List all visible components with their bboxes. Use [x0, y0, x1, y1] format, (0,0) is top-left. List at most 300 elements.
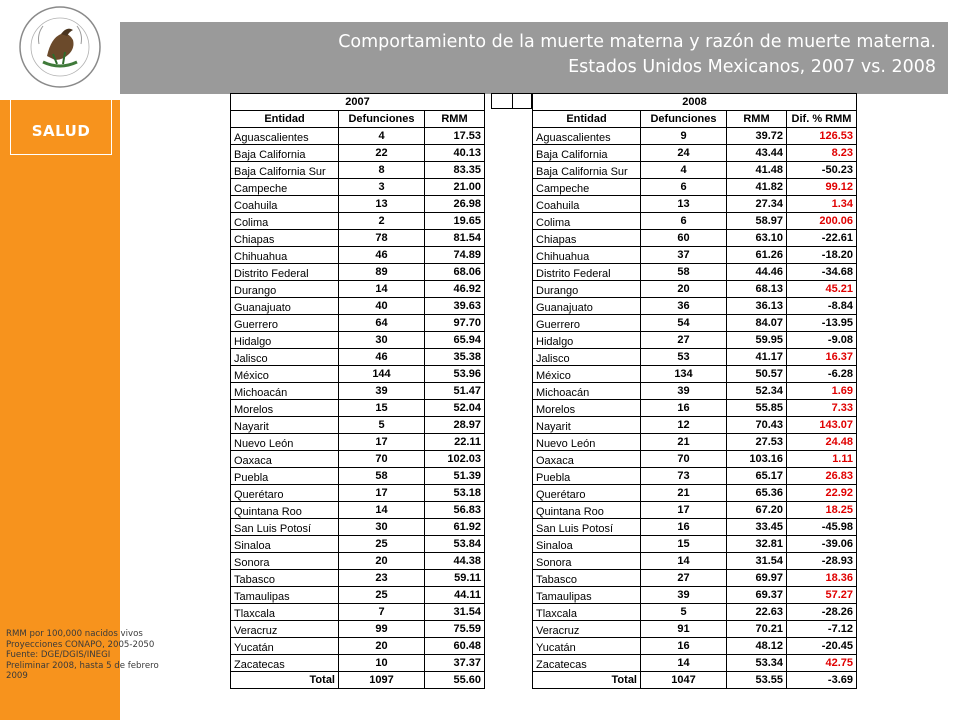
table-cell: 30	[339, 332, 425, 349]
table-cell: Puebla	[533, 468, 641, 485]
table-row	[231, 485, 485, 502]
table-cell: Total	[533, 672, 641, 689]
column-header: RMM	[425, 111, 485, 128]
table-cell: 14	[641, 655, 727, 672]
table-cell: 53.84	[425, 536, 485, 553]
table-cell: 40.13	[425, 145, 485, 162]
table-cell: 46	[339, 349, 425, 366]
table-cell: Yucatán	[231, 638, 339, 655]
column-header: Dif. % RMM	[787, 111, 857, 128]
table-cell: 81.54	[425, 230, 485, 247]
table-cell: 58.97	[727, 213, 787, 230]
table-cell: 60.48	[425, 638, 485, 655]
table-cell: -22.61	[787, 230, 857, 247]
table-cell: Morelos	[533, 400, 641, 417]
table-row	[231, 128, 485, 145]
table-cell: 5	[641, 604, 727, 621]
table-row	[231, 621, 485, 638]
table-2007	[230, 93, 485, 689]
table-row	[533, 638, 857, 655]
table-cell: 57.27	[787, 587, 857, 604]
table-cell: 143.07	[787, 417, 857, 434]
table-row	[231, 145, 485, 162]
table-row	[231, 349, 485, 366]
total-row	[231, 672, 485, 689]
table-row	[231, 604, 485, 621]
table-cell: 59.95	[727, 332, 787, 349]
table-row	[533, 366, 857, 383]
table-row	[533, 519, 857, 536]
table-cell: 51.47	[425, 383, 485, 400]
table-row	[231, 332, 485, 349]
table-cell: Querétaro	[533, 485, 641, 502]
table-cell: 73	[641, 468, 727, 485]
table-row	[231, 468, 485, 485]
table-cell: 35.38	[425, 349, 485, 366]
table-cell: 36.13	[727, 298, 787, 315]
table-cell: 4	[641, 162, 727, 179]
table-row	[533, 145, 857, 162]
table-cell: Yucatán	[533, 638, 641, 655]
table-cell: 24	[641, 145, 727, 162]
table-cell: 6	[641, 179, 727, 196]
table-row	[231, 281, 485, 298]
table-cell: Sinaloa	[533, 536, 641, 553]
column-header: Defunciones	[339, 111, 425, 128]
table-row	[533, 298, 857, 315]
table-cell: 39.63	[425, 298, 485, 315]
table-cell: Durango	[231, 281, 339, 298]
table-row	[231, 638, 485, 655]
table-cell: Aguascalientes	[231, 128, 339, 145]
table-row	[231, 451, 485, 468]
table-cell: 41.82	[727, 179, 787, 196]
table-cell: 55.85	[727, 400, 787, 417]
table-row	[231, 417, 485, 434]
table-cell: 63.10	[727, 230, 787, 247]
table-cell: 39	[641, 587, 727, 604]
table-cell: 74.89	[425, 247, 485, 264]
table-row	[231, 264, 485, 281]
table-cell: 1.69	[787, 383, 857, 400]
table-cell: 15	[641, 536, 727, 553]
table-cell: 18.25	[787, 502, 857, 519]
table-cell: Durango	[533, 281, 641, 298]
table-cell: Chiapas	[231, 230, 339, 247]
table-cell: 37.37	[425, 655, 485, 672]
table-row	[533, 621, 857, 638]
table-cell: Guanajuato	[231, 298, 339, 315]
table-cell: 33.45	[727, 519, 787, 536]
table-cell: 97.70	[425, 315, 485, 332]
table-cell: Tabasco	[533, 570, 641, 587]
salud-label: SALUD	[31, 122, 91, 140]
table-cell: -13.95	[787, 315, 857, 332]
table-cell: Guanajuato	[533, 298, 641, 315]
table-cell: 58	[641, 264, 727, 281]
table-cell: 1097	[339, 672, 425, 689]
table-cell: 23	[339, 570, 425, 587]
table-cell: 8	[339, 162, 425, 179]
table-cell: -34.68	[787, 264, 857, 281]
table-row	[533, 162, 857, 179]
table-cell: Hidalgo	[231, 332, 339, 349]
table-cell: Tlaxcala	[533, 604, 641, 621]
table-cell: Puebla	[231, 468, 339, 485]
table-cell: 46.92	[425, 281, 485, 298]
table-cell: -39.06	[787, 536, 857, 553]
table-cell: 37	[641, 247, 727, 264]
table-cell: 70	[641, 451, 727, 468]
table-row	[533, 213, 857, 230]
spacer-cell	[512, 93, 532, 109]
footnote: Proyecciones CONAPO, 2005-2050	[6, 639, 155, 650]
table-cell: -28.93	[787, 553, 857, 570]
table-cell: 200.06	[787, 213, 857, 230]
table-cell: 56.83	[425, 502, 485, 519]
table-cell: Guerrero	[533, 315, 641, 332]
table-cell: 44.46	[727, 264, 787, 281]
table-cell: 103.16	[727, 451, 787, 468]
table-cell: 39	[641, 383, 727, 400]
table-row	[533, 417, 857, 434]
table-cell: Distrito Federal	[533, 264, 641, 281]
footnote: 2009	[6, 671, 28, 682]
footnote: RMM por 100,000 nacidos vivos	[6, 629, 143, 639]
table-row	[231, 655, 485, 672]
table-cell: 53.55	[727, 672, 787, 689]
table-row	[533, 230, 857, 247]
table-row	[231, 502, 485, 519]
table-cell: 65.94	[425, 332, 485, 349]
table-cell: 99	[339, 621, 425, 638]
table-cell: 58	[339, 468, 425, 485]
table-cell: 89	[339, 264, 425, 281]
table-cell: Querétaro	[231, 485, 339, 502]
table-cell: 52.04	[425, 400, 485, 417]
table-row	[533, 349, 857, 366]
footnotes	[6, 629, 186, 682]
table-row	[533, 502, 857, 519]
table-row	[533, 553, 857, 570]
table-row	[231, 298, 485, 315]
table-cell: 126.53	[787, 128, 857, 145]
table-cell: Quintana Roo	[533, 502, 641, 519]
table-cell: Sinaloa	[231, 536, 339, 553]
table-cell: 1047	[641, 672, 727, 689]
table-cell: 22.63	[727, 604, 787, 621]
table-cell: 26.83	[787, 468, 857, 485]
table-cell: 60	[641, 230, 727, 247]
table-cell: 54	[641, 315, 727, 332]
table-cell: 65.36	[727, 485, 787, 502]
table-cell: 16	[641, 519, 727, 536]
table-row	[533, 179, 857, 196]
table-cell: 22	[339, 145, 425, 162]
table-cell: Guerrero	[231, 315, 339, 332]
table-cell: 17	[339, 434, 425, 451]
table-cell: 4	[339, 128, 425, 145]
table-cell: Chihuahua	[533, 247, 641, 264]
table-cell: 39	[339, 383, 425, 400]
table-cell: 24.48	[787, 434, 857, 451]
table-row	[231, 383, 485, 400]
table-cell: 2	[339, 213, 425, 230]
table-cell: Distrito Federal	[231, 264, 339, 281]
table-row	[533, 570, 857, 587]
table-2008	[532, 93, 857, 689]
table-cell: 3	[339, 179, 425, 196]
table-cell: 68.13	[727, 281, 787, 298]
table-row	[533, 587, 857, 604]
table-cell: 17	[641, 502, 727, 519]
table-row	[533, 247, 857, 264]
table-cell: Veracruz	[231, 621, 339, 638]
table-cell: México	[231, 366, 339, 383]
footnote: Preliminar 2008, hasta 5 de febrero	[6, 660, 159, 671]
table-cell: -28.26	[787, 604, 857, 621]
table-cell: 16.37	[787, 349, 857, 366]
table-row	[231, 400, 485, 417]
table-cell: 20	[339, 553, 425, 570]
table-cell: 15	[339, 400, 425, 417]
table-cell: 43.44	[727, 145, 787, 162]
table-row	[231, 519, 485, 536]
table-cell: 13	[339, 196, 425, 213]
table-row	[231, 570, 485, 587]
table-cell: 46	[339, 247, 425, 264]
table-cell: 8.23	[787, 145, 857, 162]
table-row	[231, 553, 485, 570]
table-cell: -3.69	[787, 672, 857, 689]
table-cell: 14	[339, 281, 425, 298]
table-cell: 144	[339, 366, 425, 383]
table-cell: Quintana Roo	[231, 502, 339, 519]
table-gap	[491, 93, 531, 109]
table-cell: 13	[641, 196, 727, 213]
table-cell: 75.59	[425, 621, 485, 638]
table-cell: 30	[339, 519, 425, 536]
table-cell: 28.97	[425, 417, 485, 434]
national-seal-icon	[17, 4, 103, 90]
table-cell: 22.11	[425, 434, 485, 451]
table-cell: San Luis Potosí	[533, 519, 641, 536]
table-cell: 21	[641, 434, 727, 451]
table-cell: 70	[339, 451, 425, 468]
table-cell: Michoacán	[533, 383, 641, 400]
table-cell: Jalisco	[533, 349, 641, 366]
table-cell: -6.28	[787, 366, 857, 383]
table-cell: 19.65	[425, 213, 485, 230]
table-cell: Baja California Sur	[533, 162, 641, 179]
table-cell: 53.96	[425, 366, 485, 383]
table-cell: 18.36	[787, 570, 857, 587]
table-row	[533, 655, 857, 672]
table-cell: Morelos	[231, 400, 339, 417]
table-cell: 61.92	[425, 519, 485, 536]
table-cell: 59.11	[425, 570, 485, 587]
table-row	[533, 536, 857, 553]
table-row	[533, 281, 857, 298]
table-cell: Nuevo León	[231, 434, 339, 451]
table-cell: Tamaulipas	[231, 587, 339, 604]
year-header-2007: 2007	[231, 94, 485, 111]
table-cell: Nayarit	[533, 417, 641, 434]
table-cell: Campeche	[231, 179, 339, 196]
table-cell: Nayarit	[231, 417, 339, 434]
table-cell: Tlaxcala	[231, 604, 339, 621]
table-row	[533, 128, 857, 145]
table-cell: 53.18	[425, 485, 485, 502]
table-cell: 99.12	[787, 179, 857, 196]
table-cell: 31.54	[425, 604, 485, 621]
table-row	[231, 315, 485, 332]
table-cell: 27.34	[727, 196, 787, 213]
table-cell: Campeche	[533, 179, 641, 196]
table-cell: Zacatecas	[533, 655, 641, 672]
table-cell: 31.54	[727, 553, 787, 570]
total-row	[533, 672, 857, 689]
table-cell: 25	[339, 536, 425, 553]
footnote: Fuente: DGE/DGIS/INEGI	[6, 650, 111, 661]
table-cell: Zacatecas	[231, 655, 339, 672]
table-cell: 65.17	[727, 468, 787, 485]
table-row	[231, 587, 485, 604]
table-cell: Jalisco	[231, 349, 339, 366]
table-cell: 1.34	[787, 196, 857, 213]
table-row	[533, 264, 857, 281]
table-cell: 69.97	[727, 570, 787, 587]
table-cell: 84.07	[727, 315, 787, 332]
table-cell: 9	[641, 128, 727, 145]
table-cell: 20	[339, 638, 425, 655]
table-cell: 53.34	[727, 655, 787, 672]
table-cell: 45.21	[787, 281, 857, 298]
table-cell: Veracruz	[533, 621, 641, 638]
table-row	[533, 468, 857, 485]
table-row	[533, 485, 857, 502]
table-cell: -9.08	[787, 332, 857, 349]
table-cell: Michoacán	[231, 383, 339, 400]
table-cell: -50.23	[787, 162, 857, 179]
table-cell: 21.00	[425, 179, 485, 196]
column-header: Entidad	[231, 111, 339, 128]
table-cell: 16	[641, 638, 727, 655]
table-cell: Aguascalientes	[533, 128, 641, 145]
table-cell: -20.45	[787, 638, 857, 655]
table-cell: 70.21	[727, 621, 787, 638]
table-row	[533, 451, 857, 468]
table-cell: Tabasco	[231, 570, 339, 587]
table-cell: 14	[641, 553, 727, 570]
table-cell: Colima	[231, 213, 339, 230]
table-cell: 12	[641, 417, 727, 434]
table-cell: 53	[641, 349, 727, 366]
table-cell: 67.20	[727, 502, 787, 519]
table-cell: 42.75	[787, 655, 857, 672]
table-cell: 64	[339, 315, 425, 332]
table-cell: Nuevo León	[533, 434, 641, 451]
table-cell: 102.03	[425, 451, 485, 468]
table-cell: 55.60	[425, 672, 485, 689]
table-cell: Baja California	[231, 145, 339, 162]
table-cell: 16	[641, 400, 727, 417]
table-cell: 1.11	[787, 451, 857, 468]
table-cell: México	[533, 366, 641, 383]
table-cell: 5	[339, 417, 425, 434]
table-cell: 48.12	[727, 638, 787, 655]
table-cell: 41.17	[727, 349, 787, 366]
table-cell: 6	[641, 213, 727, 230]
table-cell: 22.92	[787, 485, 857, 502]
table-cell: 78	[339, 230, 425, 247]
table-row	[533, 604, 857, 621]
table-cell: Oaxaca	[533, 451, 641, 468]
table-cell: Sonora	[533, 553, 641, 570]
table-cell: 83.35	[425, 162, 485, 179]
table-cell: 39.72	[727, 128, 787, 145]
table-cell: 17.53	[425, 128, 485, 145]
table-row	[231, 230, 485, 247]
table-cell: Tamaulipas	[533, 587, 641, 604]
column-header: Entidad	[533, 111, 641, 128]
table-cell: 68.06	[425, 264, 485, 281]
table-row	[231, 213, 485, 230]
table-cell: Hidalgo	[533, 332, 641, 349]
table-cell: Colima	[533, 213, 641, 230]
column-header: Defunciones	[641, 111, 727, 128]
table-cell: Coahuila	[231, 196, 339, 213]
table-cell: Total	[231, 672, 339, 689]
table-row	[231, 434, 485, 451]
column-header: RMM	[727, 111, 787, 128]
table-cell: Coahuila	[533, 196, 641, 213]
table-cell: 21	[641, 485, 727, 502]
title-line-1: Comportamiento de la muerte materna y razón de muerte materna.	[338, 32, 936, 52]
table-row	[533, 434, 857, 451]
table-cell: -7.12	[787, 621, 857, 638]
table-cell: 7	[339, 604, 425, 621]
table-cell: -18.20	[787, 247, 857, 264]
table-cell: 20	[641, 281, 727, 298]
table-cell: 27	[641, 332, 727, 349]
table-cell: 52.34	[727, 383, 787, 400]
table-cell: 51.39	[425, 468, 485, 485]
table-cell: Chihuahua	[231, 247, 339, 264]
table-row	[533, 196, 857, 213]
table-cell: 7.33	[787, 400, 857, 417]
table-cell: 27	[641, 570, 727, 587]
table-cell: Sonora	[231, 553, 339, 570]
table-cell: 44.11	[425, 587, 485, 604]
salud-band	[10, 100, 112, 155]
title-line-2: Estados Unidos Mexicanos, 2007 vs. 2008	[568, 57, 936, 77]
table-cell: 27.53	[727, 434, 787, 451]
title-banner	[120, 22, 948, 94]
table-row	[533, 383, 857, 400]
table-row	[533, 332, 857, 349]
table-row	[231, 179, 485, 196]
table-cell: 69.37	[727, 587, 787, 604]
table-cell: Chiapas	[533, 230, 641, 247]
table-cell: 10	[339, 655, 425, 672]
table-row	[231, 247, 485, 264]
table-row	[533, 315, 857, 332]
table-cell: Baja California Sur	[231, 162, 339, 179]
table-row	[231, 536, 485, 553]
spacer-cell	[491, 93, 513, 109]
logo-area	[0, 0, 120, 100]
